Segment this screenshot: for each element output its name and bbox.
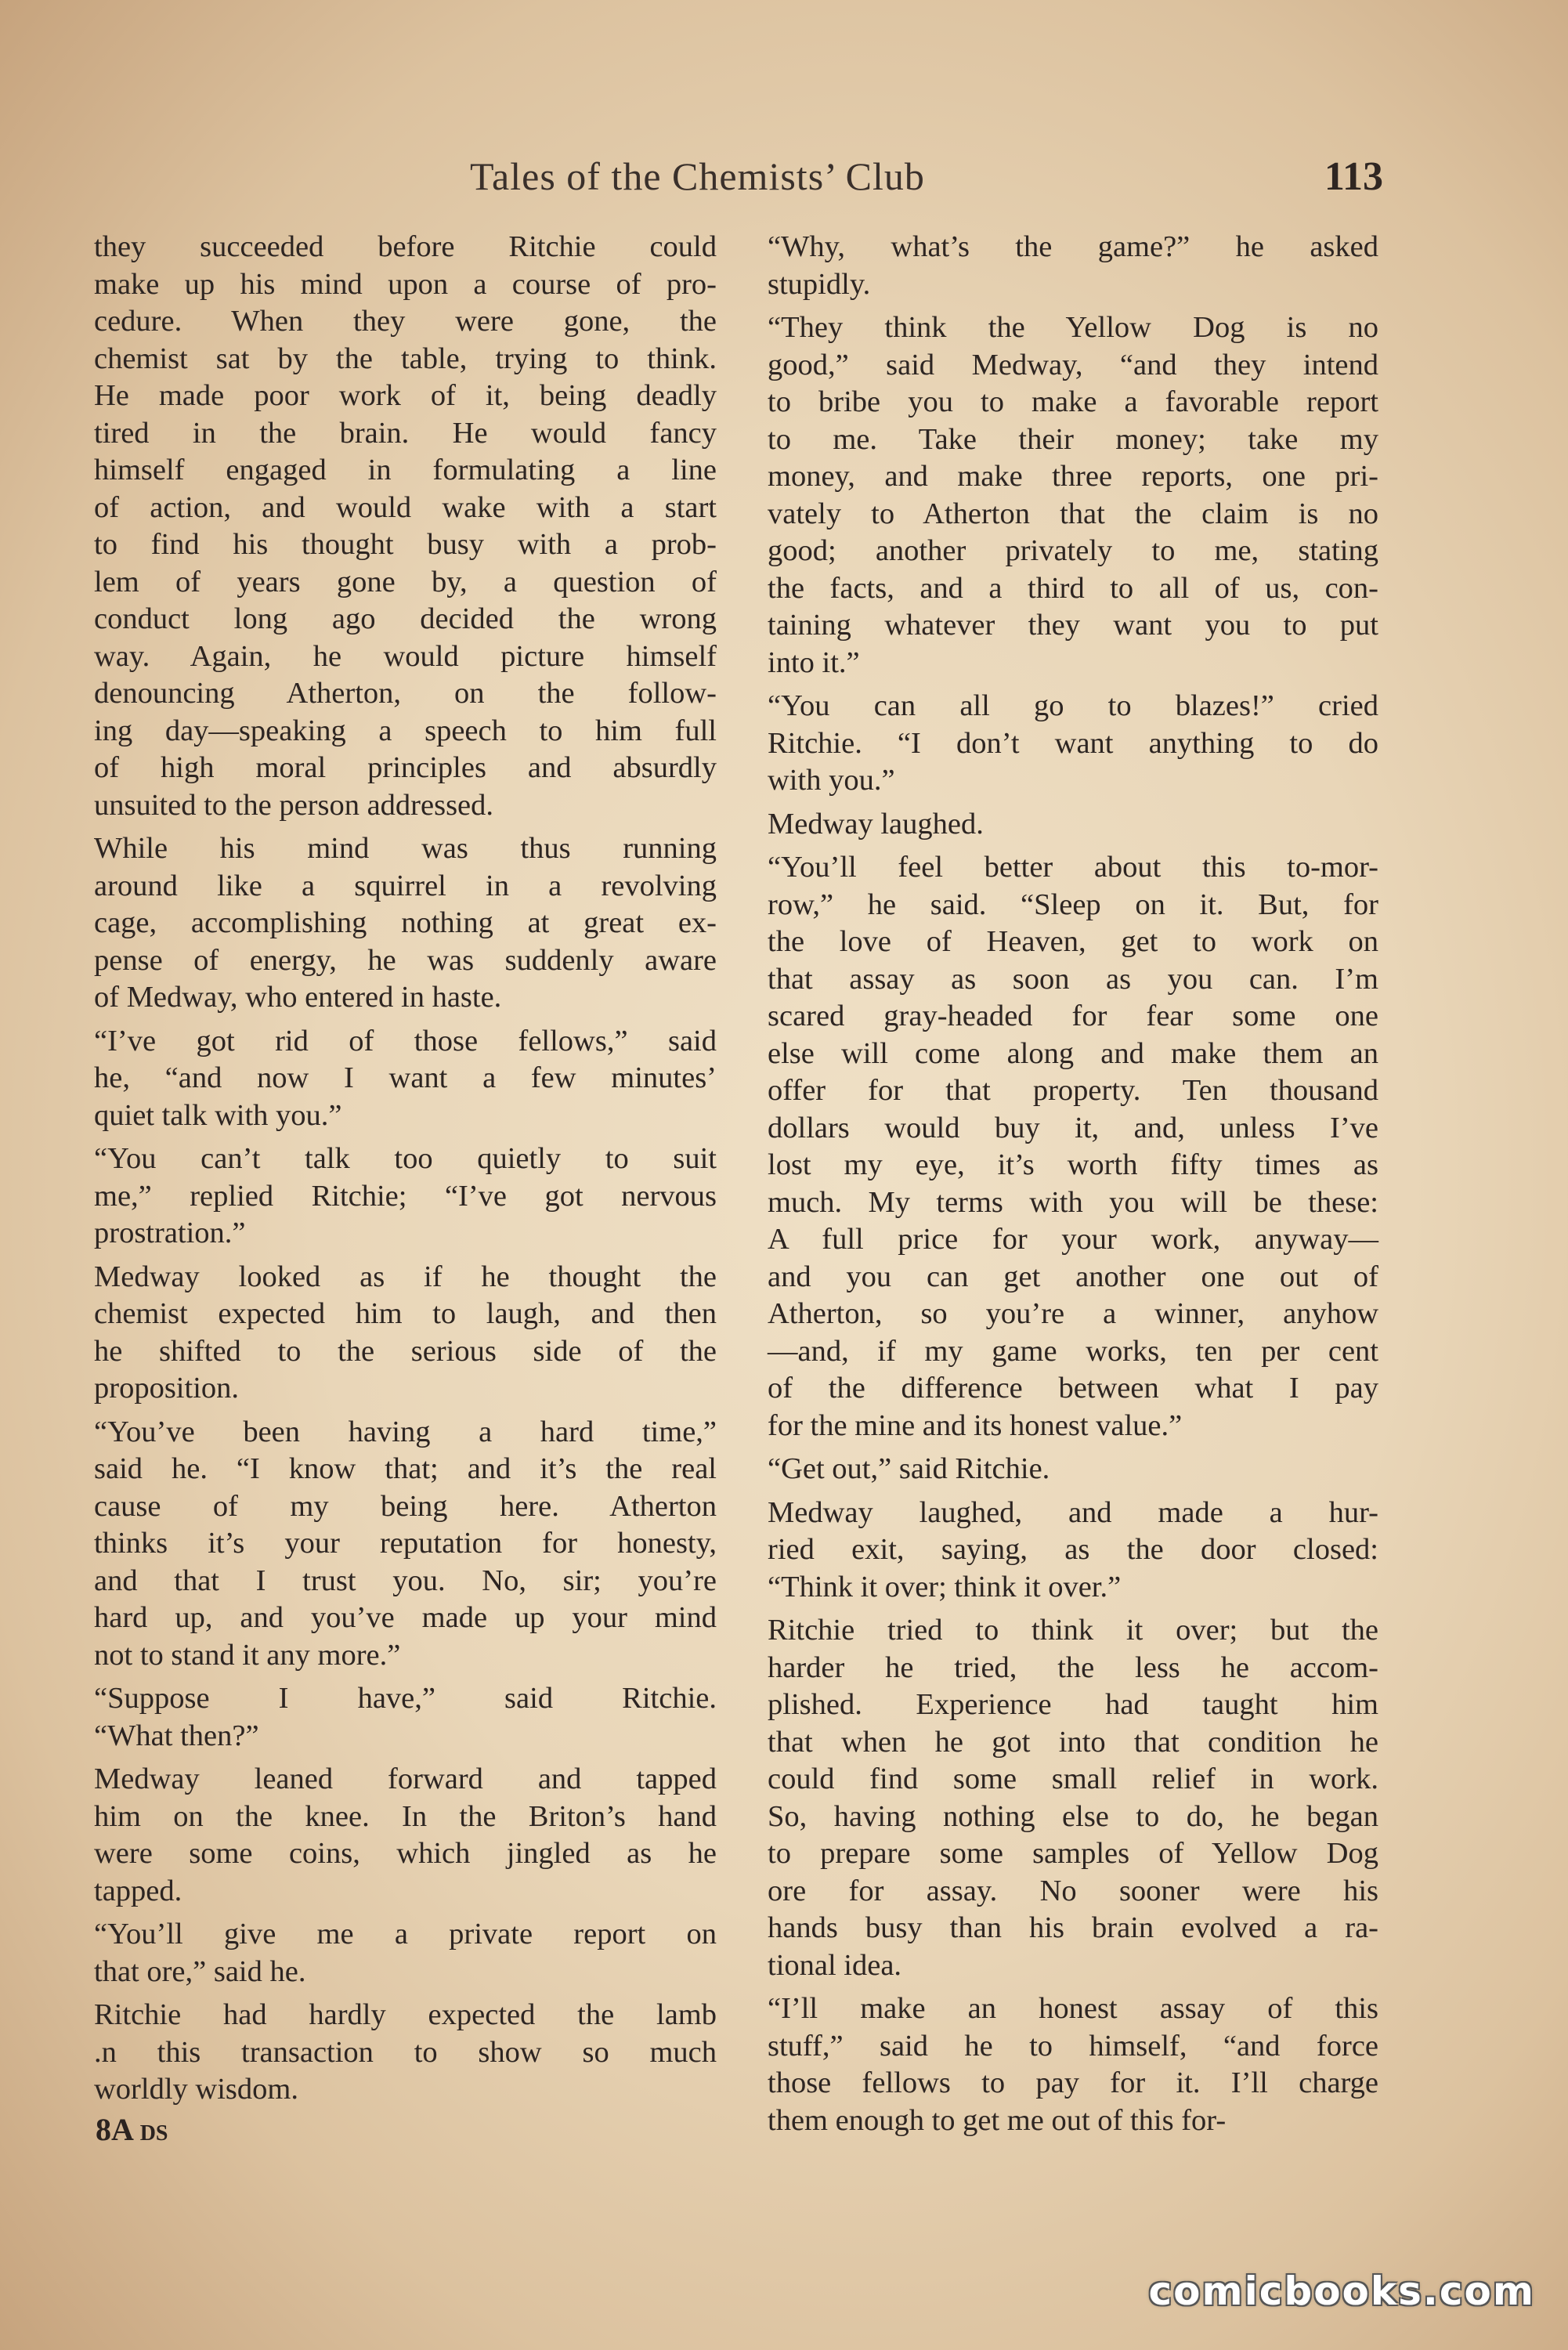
text-line: A full price for your work, anyway— — [768, 1223, 1378, 1256]
text-line: he, “and now I want a few minutes’ — [94, 1061, 717, 1094]
text-line: the facts, and a third to all of us, con- — [768, 571, 1378, 605]
text-line: “I’ll make an honest assay of this — [768, 1992, 1378, 2025]
text-line: “You can’t talk too quietly to suit — [94, 1142, 717, 1175]
text-line: said he. “I know that; and it’s the real — [94, 1452, 717, 1485]
text-line: Atherton, so you’re a winner, anyhow — [768, 1297, 1378, 1330]
text-line: tional idea. — [768, 1948, 902, 1982]
text-line: that when he got into that condition he — [768, 1725, 1378, 1759]
text-line: make up his mind upon a course of pro- — [94, 267, 717, 301]
text-line: good,” said Medway, “and they intend — [768, 348, 1378, 381]
text-line: stupidly. — [768, 267, 871, 301]
text-line: ore for assay. No sooner were his — [768, 1874, 1378, 1907]
text-line: chemist expected him to laugh, and then — [94, 1297, 717, 1330]
text-line: So, having nothing else to do, he began — [768, 1799, 1378, 1833]
text-line: row,” he said. “Sleep on it. But, for — [768, 888, 1378, 921]
text-line: harder he tried, the less he accom- — [768, 1650, 1378, 1684]
text-line: tapped. — [94, 1874, 182, 1907]
text-line: “You’ve been having a hard time,” — [94, 1415, 717, 1448]
text-line: to bribe you to make a favorable report — [768, 385, 1378, 418]
page-header — [0, 154, 1568, 208]
text-line: “They think the Yellow Dog is no — [768, 311, 1378, 344]
text-line: for the mine and its honest value.” — [768, 1408, 1183, 1442]
text-line: with you.” — [768, 764, 895, 797]
text-line: Ritchie tried to think it over; but the — [768, 1614, 1378, 1647]
left-column — [94, 229, 717, 2109]
text-line: were some coins, which jingled as he — [94, 1837, 717, 1870]
text-line: While his mind was thus running — [94, 832, 717, 865]
text-line: dollars would buy it, and, unless I’ve — [768, 1111, 1378, 1144]
text-line: hands busy than his brain evolved a ra- — [768, 1911, 1378, 1944]
text-line: else will come along and make them an — [768, 1036, 1378, 1070]
text-line: offer for that property. Ten thousand — [768, 1074, 1378, 1107]
text-line: not to stand it any more.” — [94, 1638, 401, 1672]
text-line: Medway laughed. — [768, 807, 984, 841]
text-line: they succeeded before Ritchie could — [94, 230, 717, 263]
text-line: ing day—speaking a speech to him full — [94, 714, 717, 747]
text-line: Medway leaned forward and tapped — [94, 1762, 717, 1795]
text-line: “What then?” — [94, 1719, 259, 1752]
site-watermark: comicbooks.com — [1148, 2269, 1535, 2314]
text-line: to find his thought busy with a prob- — [94, 528, 717, 561]
text-line: cause of my being here. Atherton — [94, 1489, 717, 1523]
text-line: pense of energy, he was suddenly aware — [94, 943, 717, 977]
text-line: thinks it’s your reputation for honesty, — [94, 1527, 717, 1560]
text-line: “You’ll feel better about this to-mor- — [768, 851, 1378, 884]
page-number: 113 — [1324, 154, 1383, 199]
text-line: of the difference between what I pay — [768, 1372, 1378, 1405]
text-line: tired in the brain. He would fancy — [94, 416, 717, 450]
text-line: Ritchie had hardly expected the lamb — [94, 1998, 717, 2031]
text-line: conduct long ago decided the wrong — [94, 602, 717, 635]
text-line: the love of Heaven, get to work on — [768, 925, 1378, 958]
text-line: proposition. — [94, 1372, 240, 1405]
text-line: “You can all go to blazes!” cried — [768, 689, 1378, 722]
text-line: prostration.” — [94, 1217, 246, 1249]
text-line: Medway looked as if he thought the — [94, 1260, 717, 1293]
text-line: of action, and would wake with a start — [94, 490, 717, 524]
text-line: good; another privately to me, stating — [768, 534, 1378, 567]
text-line: him on the knee. In the Briton’s hand — [94, 1799, 717, 1833]
text-line: stuff,” said he to himself, “and force — [768, 2029, 1378, 2063]
text-line: of high moral principles and absurdly — [94, 751, 717, 784]
text-line: —and, if my game works, ten per cent — [768, 1334, 1378, 1368]
text-line: scared gray-headed for fear some one — [768, 1000, 1378, 1032]
right-column — [768, 229, 1378, 2139]
text-line: “Suppose I have,” said Ritchie. — [94, 1682, 717, 1715]
text-line: lem of years gone by, a question of — [94, 565, 717, 598]
text-line: way. Again, he would picture himself — [94, 639, 717, 673]
text-line: Medway laughed, and made a hur- — [768, 1495, 1378, 1529]
text-line: money, and make three reports, one pri- — [768, 460, 1378, 493]
text-line: me,” replied Ritchie; “I’ve got nervous — [94, 1179, 717, 1213]
text-line: “Why, what’s the game?” he asked — [768, 230, 1378, 263]
text-line: vately to Atherton that the claim is no — [768, 497, 1378, 530]
text-line: he shifted to the serious side of the — [94, 1334, 717, 1368]
text-line: chemist sat by the table, trying to think. — [94, 342, 717, 375]
text-line: much. My terms with you will be these: — [768, 1185, 1378, 1219]
running-title: Tales of the Chemists’ Club — [470, 154, 925, 198]
text-line: of Medway, who entered in haste. — [94, 981, 502, 1014]
text-line: and you can get another one out of — [768, 1260, 1378, 1293]
text-line: that assay as soon as you can. I’m — [768, 962, 1378, 996]
text-line: taining whatever they want you to put — [768, 609, 1378, 642]
printer-signature-mark — [96, 2111, 168, 2148]
text-line: could find some small relief in work. — [768, 1762, 1378, 1795]
signature-small: DS — [139, 2121, 168, 2146]
text-line: lost my eye, it’s worth fifty times as — [768, 1148, 1378, 1181]
text-line: Ritchie. “I don’t want anything to do — [768, 726, 1378, 760]
text-line: hard up, and you’ve made up your mind — [94, 1601, 717, 1634]
text-line: plished. Experience had taught him — [768, 1688, 1378, 1721]
text-line: those fellows to pay for it. I’ll charge — [768, 2066, 1378, 2099]
text-line: around like a squirrel in a revolving — [94, 869, 717, 902]
text-line: “You’ll give me a private report on — [94, 1918, 717, 1950]
text-line: “Think it over; think it over.” — [768, 1570, 1122, 1603]
text-line: He made poor work of it, being deadly — [94, 379, 717, 412]
text-line: ried exit, saying, as the door closed: — [768, 1533, 1378, 1566]
text-line: them enough to get me out of this for- — [768, 2103, 1227, 2137]
text-line: to prepare some samples of Yellow Dog — [768, 1837, 1378, 1870]
signature-main: 8A — [96, 2112, 132, 2147]
text-line: quiet talk with you.” — [94, 1098, 342, 1132]
text-line: himself engaged in formulating a line — [94, 454, 717, 486]
text-line: worldly wisdom. — [94, 2073, 298, 2106]
text-line: denouncing Atherton, on the follow- — [94, 677, 717, 710]
text-line: .n this transaction to show so much — [94, 2035, 717, 2069]
text-line: “Get out,” said Ritchie. — [768, 1452, 1050, 1485]
text-line: cage, accomplishing nothing at great ex- — [94, 906, 717, 939]
text-line: into it.” — [768, 645, 860, 679]
text-line: “I’ve got rid of those fellows,” said — [94, 1024, 717, 1058]
text-line: cedure. When they were gone, the — [94, 305, 717, 338]
text-line: that ore,” said he. — [94, 1954, 306, 1988]
text-line: unsuited to the person addressed. — [94, 788, 494, 822]
text-line: to me. Take their money; take my — [768, 422, 1378, 456]
text-line: and that I trust you. No, sir; you’re — [94, 1564, 717, 1597]
